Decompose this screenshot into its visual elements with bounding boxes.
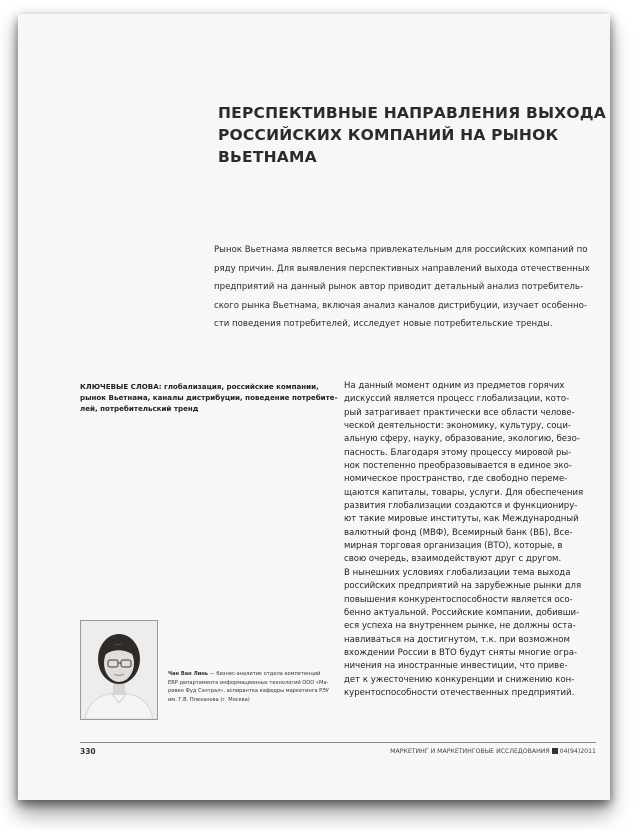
- journal-name: МАРКЕТИНГ И МАРКЕТИНГОВЫЕ ИССЛЕДОВАНИЯ: [390, 748, 550, 755]
- abstract-line: сти поведения потребителей, исследует новые потребительские тренды.: [214, 319, 553, 329]
- body-line: нок постепенно преобразовывается в единое эко-: [344, 461, 572, 472]
- body-line: щаются капиталы, товары, услуги. Для обеспечения: [344, 487, 584, 498]
- body-line: еся успеха на внутреннем рынке, не должны оста-: [344, 621, 576, 632]
- body-line: мирная торговая организация (ВТО), которые, в: [344, 541, 563, 552]
- author-bio-line: ERP департамента информационных технологий ООО «Ма-: [168, 679, 329, 686]
- body-line: повышения конкурентоспособности является осо-: [344, 594, 573, 605]
- journal-page: [18, 14, 610, 800]
- body-line: В нынешних условиях глобализации тема выхода: [344, 567, 571, 578]
- author-name: Чан Ван Линь: [168, 671, 208, 677]
- body-line: дет к ужесточению конкуренции и снижению кон-: [344, 674, 575, 685]
- author-bio-text: — бизнес-аналитик отдела компетенций: [208, 671, 321, 677]
- article-body: [344, 380, 594, 700]
- title-line: ПЕРСПЕКТИВНЫЕ НАПРАВЛЕНИЯ ВЫХОДА: [218, 104, 606, 122]
- body-line: бенно актуальной. Российские компании, добивши-: [344, 607, 580, 618]
- article-abstract: [214, 241, 590, 334]
- body-line: валютный фонд (МВФ), Всемирный банк (ВБ), Все-: [344, 527, 573, 538]
- abstract-line: ряду причин. Для выявления перспективных направлений выхода отечественных: [214, 263, 590, 274]
- journal-issue: 04(94)2011: [559, 748, 596, 755]
- author-photo: [80, 620, 158, 720]
- keywords-line: КЛЮЧЕВЫЕ СЛОВА: глобализация, российские компании,: [80, 382, 319, 391]
- keywords-line: рынок Вьетнама, каналы дистрибуции, поведение потребите-: [80, 392, 338, 402]
- keywords-block: [80, 382, 338, 414]
- title-line: ВЬЕТНАМА: [218, 148, 317, 166]
- body-line: ческой деятельности: экономику, культуру, соци-: [344, 421, 571, 432]
- author-bio-line: им. Г.В. Плеханова (г. Москва): [168, 697, 250, 704]
- body-line: ют такие мировые институты, как Международный: [344, 514, 579, 525]
- title-line: РОССИЙСКИХ КОМПАНИЙ НА РЫНОК: [218, 126, 559, 144]
- body-line: свою очередь, взаимодействуют друг с другом.: [344, 554, 562, 565]
- article-title: [218, 102, 606, 168]
- journal-footer: [390, 748, 596, 755]
- body-line: На данный момент одним из предметов горячих: [344, 381, 565, 391]
- body-line: навливаться на достигнутом, т.к. при возможном: [344, 634, 570, 645]
- abstract-line: ского рынка Вьетнама, включая анализ каналов дистрибуции, изучает особенно-: [214, 300, 587, 311]
- body-line: номическое пространство, где свободно переме-: [344, 474, 568, 485]
- body-line: курентоспособности отечественных предприятий.: [344, 687, 575, 698]
- body-line: ничения на иностранные инвестиции, что приве-: [344, 661, 568, 672]
- abstract-line: Рынок Вьетнама является весьма привлекательным для российских компаний по: [214, 245, 588, 255]
- keywords-line: лей, потребительский тренд: [80, 403, 199, 413]
- page-number: 330: [80, 747, 96, 756]
- author-bio: [168, 670, 348, 705]
- author-bio-line: ревен Фуд Сэнтрал», аспирантка кафедры маркетинга РЭУ: [168, 688, 329, 695]
- abstract-line: предприятий на данный рынок автор приводит детальный анализ потребитель-: [214, 282, 584, 292]
- square-bullet-icon: [552, 748, 558, 754]
- author-portrait-image: [81, 621, 157, 719]
- body-line: развития глобализации создаются и функциониру-: [344, 501, 578, 512]
- body-line: рый затрагивает практически все области челове-: [344, 407, 575, 418]
- author-bio-line: [168, 670, 348, 679]
- body-line: вхождении России в ВТО будут сняты многие огра-: [344, 647, 578, 658]
- body-line: российских предприятий на зарубежные рынки для: [344, 581, 582, 592]
- body-line: альную сферу, науку, образование, экологию, безо-: [344, 434, 580, 445]
- footer-divider: [80, 742, 596, 743]
- body-line: дискуссий является процесс глобализации, кото-: [344, 394, 570, 405]
- body-line: пасность. Благодаря этому процессу мировой ры-: [344, 447, 572, 458]
